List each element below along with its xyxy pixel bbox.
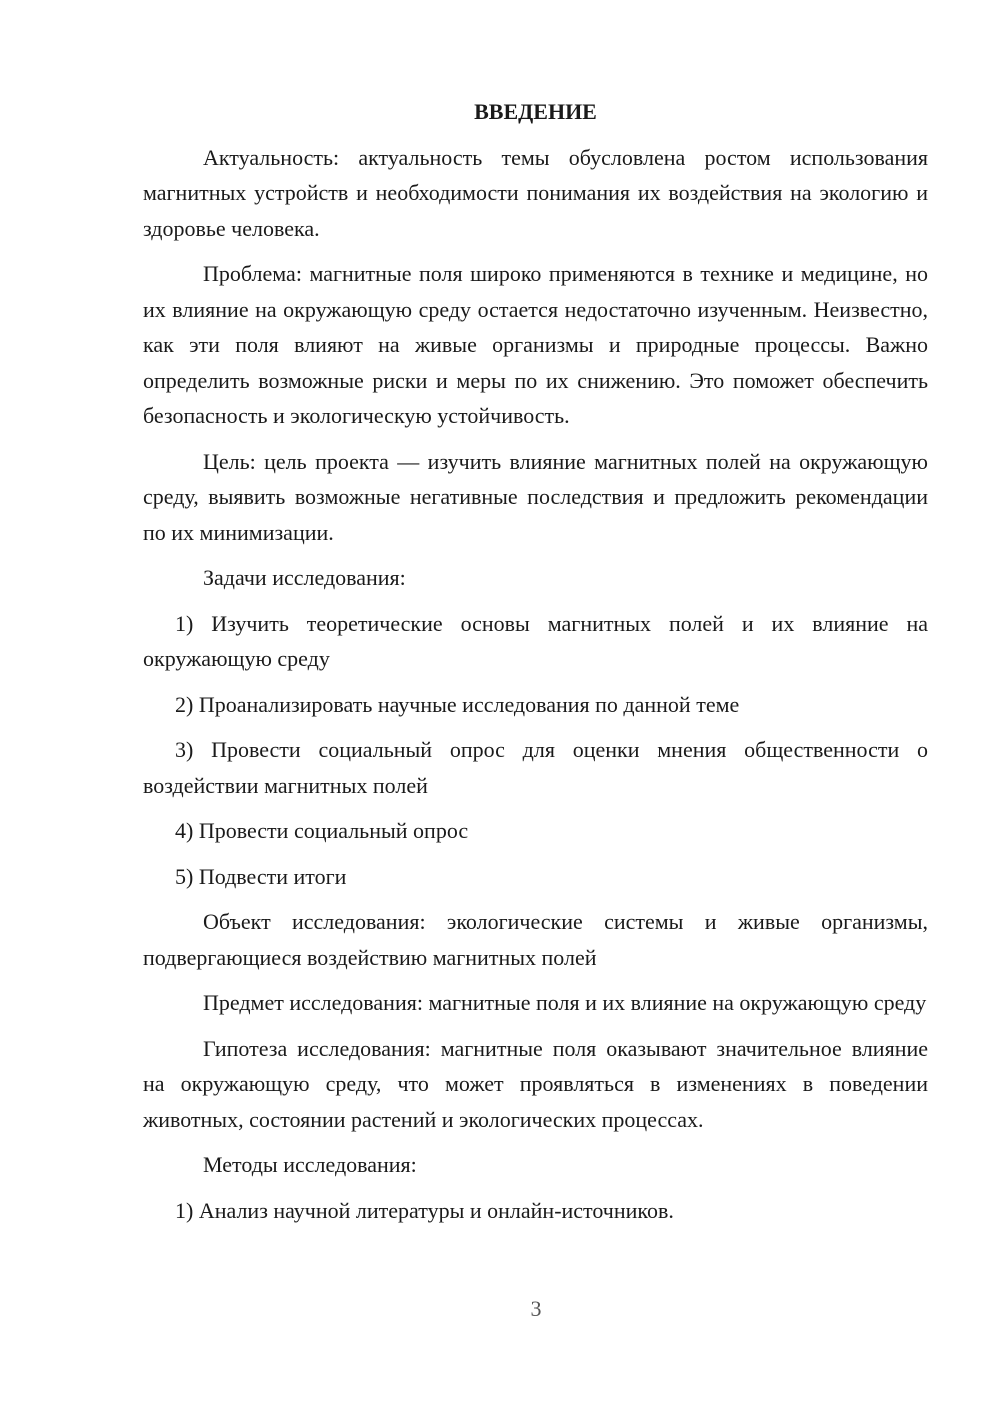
goal-paragraph: Цель: цель проекта — изучить влияние магнитных полей на окружающую среду, выявить возможные негативные последствия и предложить рекомендации по их минимизации. bbox=[143, 448, 928, 545]
task-item-2: 2) Проанализировать научные исследования по данной теме bbox=[175, 691, 740, 717]
relevance-paragraph: Актуальность: актуальность темы обусловлена ростом использования магнитных устройств и необходимости понимания их воздействия на экологию и здоровье человека. bbox=[143, 144, 928, 241]
task-item-1: 1) Изучить теоретические основы магнитных полей и их влияние на окружающую среду bbox=[143, 610, 928, 671]
page-content bbox=[143, 94, 928, 1238]
page-number: 3 bbox=[530, 1296, 542, 1321]
task-item-4: 4) Провести социальный опрос bbox=[175, 818, 469, 843]
task-item-3: 3) Провести социальный опрос для оценки мнения общественности о воздействии магнитных полей bbox=[143, 737, 928, 798]
methods-heading: Методы исследования: bbox=[203, 1152, 417, 1177]
method-item-1: 1) Анализ научной литературы и онлайн-источников. bbox=[175, 1197, 674, 1223]
tasks-heading: Задачи исследования: bbox=[203, 565, 406, 590]
object-paragraph: Объект исследования: экологические системы и живые организмы, подвергающиеся воздействию магнитных полей bbox=[143, 909, 928, 970]
section-title: ВВЕДЕНИЕ bbox=[474, 99, 597, 124]
problem-paragraph: Проблема: магнитные поля широко применяются в технике и медицине, но их влияние на окружающую среду остается недостаточно изученным. Неизвестно, как эти поля влияют на живые организмы и природные процессы. Важно определить возможные риски и меры по их снижению. Это поможет обеспечить безопасность и экологическую устойчивость. bbox=[143, 261, 928, 428]
subject-paragraph: Предмет исследования: магнитные поля и их влияние на окружающую среду bbox=[203, 990, 927, 1015]
task-item-5: 5) Подвести итоги bbox=[175, 863, 347, 889]
hypothesis-paragraph: Гипотеза исследования: магнитные поля оказывают значительное влияние на окружающую среду, что может проявляться в изменениях в поведении животных, состоянии растений и экологических процессах. bbox=[143, 1035, 928, 1132]
